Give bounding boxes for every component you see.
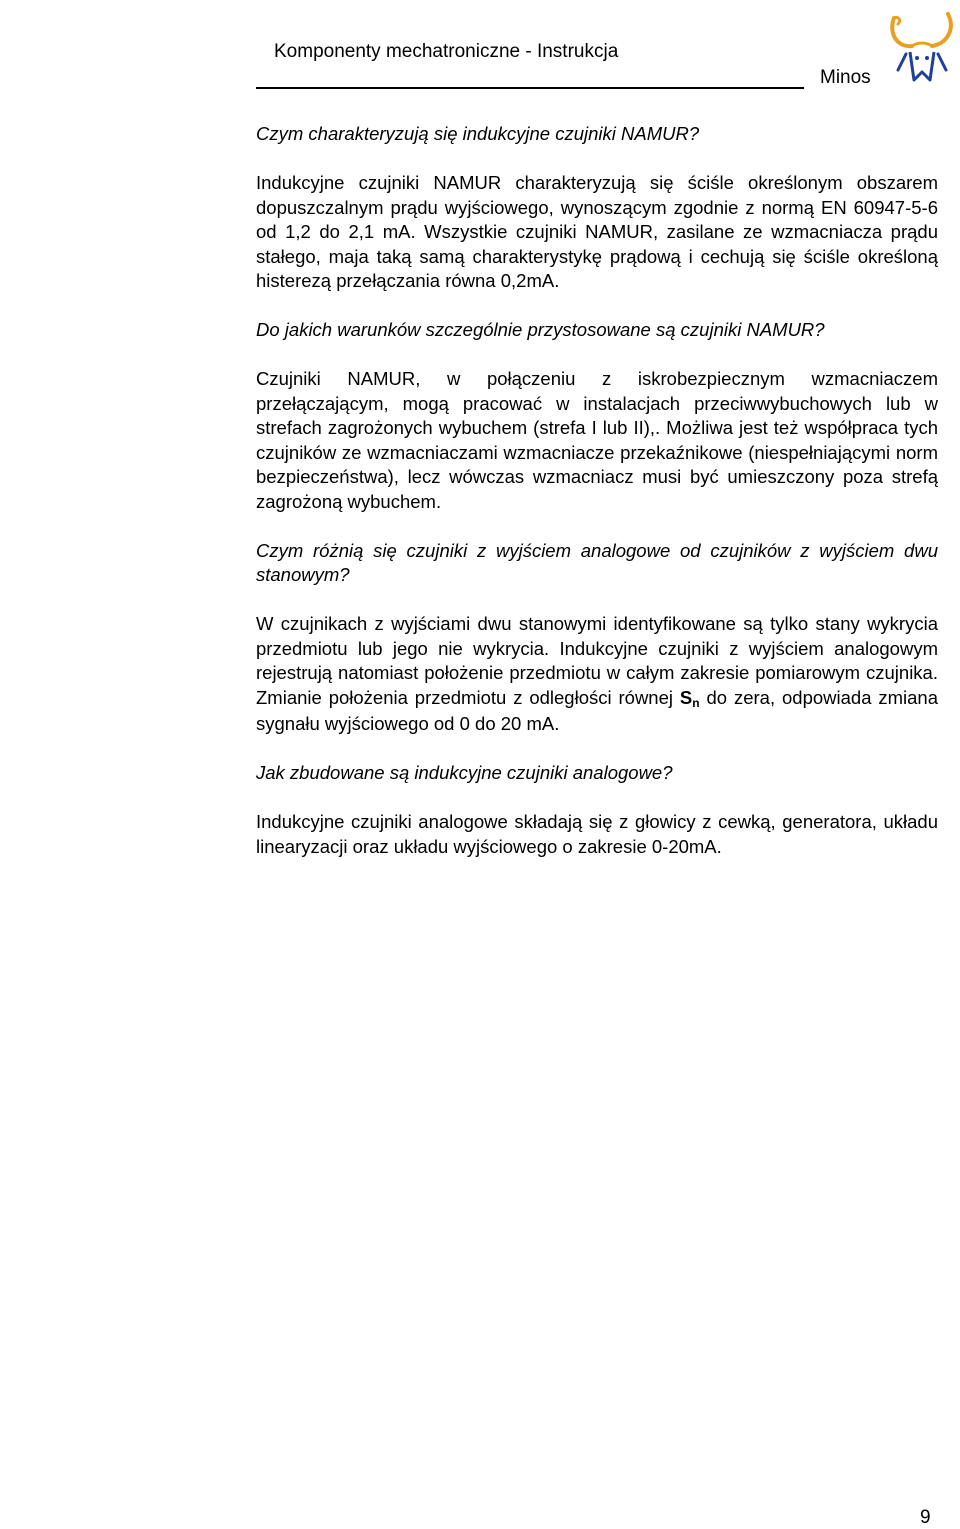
section-question: Czym charakteryzują się indukcyjne czujniki NAMUR? [256,123,700,144]
section-answer: Indukcyjne czujniki analogowe składają się z głowicy z cewką, generatora, układu linearyzacji oraz układu wyjściowego o zakresie 0-20mA. [256,811,938,857]
header-divider [256,87,804,89]
distance-symbol: $S_n$ [679,686,700,710]
bull-horns-logo-icon [884,6,960,88]
distance-symbol-subscript: n [692,695,700,710]
section-answer: Czujniki NAMUR, w połączeniu z iskrobezpiecznym wzmacniaczem przełączającym, mogą pracować w instalacjach przeciwwybuchowych lub w strefach zagrożonych wybuchem (strefa I lub II),. Możliwa jest też współpraca tych czujników ze wzmacniaczami wzmacniacze przekaźnikowe (niespełniającymi norm bezpieczeństwa), lecz wówczas wzmacniacz musi być umieszczony poza strefą zagrożoną wybuchem. [256,368,938,512]
brand-name: Minos [820,67,871,88]
answer-text-after: do zera, odpowiada zmiana sygnału wyjściowego od 0 do 20 mA. [256,686,939,734]
document-body [256,122,938,859]
section-question: Jak zbudowane są indukcyjne czujniki analogowe? [256,762,673,783]
document-title: Komponenty mechatroniczne - Instrukcja [274,41,619,62]
section-answer: Indukcyjne czujniki NAMUR charakteryzują się ściśle określonym obszarem dopuszczalnym prądu wyjściowego, wynoszącym zgodnie z normą EN 60947-5-6 od 1,2 do 2,1 mA. Wszystkie czujniki NAMUR, zasilane ze wzmacniacza prądu stałego, maja taką samą charakterystykę prądową i cechują się ściśle określoną histerezą przełączania równa 0,2mA. [256,172,938,291]
section-answer [256,612,938,737]
answer-text-before: W czujnikach z wyjściami dwu stanowymi identyfikowane są tylko stany wykrycia przedmiotu lub jego nie wykrycia. Indukcyjne czujniki z wyjściem analogowym rejestrują natomiast położenie przedmiotu w całym zakresie pomiarowym czujnika. Zmianie położenia przedmiotu z odległości równej [256,613,938,708]
section-question: Czym różnią się czujniki z wyjściem analogowe od czujników z wyjściem dwu stanowym? [256,539,938,585]
page-number: 9 [920,1507,931,1528]
section-question: Do jakich warunków szczególnie przystosowane są czujniki NAMUR? [256,319,825,340]
